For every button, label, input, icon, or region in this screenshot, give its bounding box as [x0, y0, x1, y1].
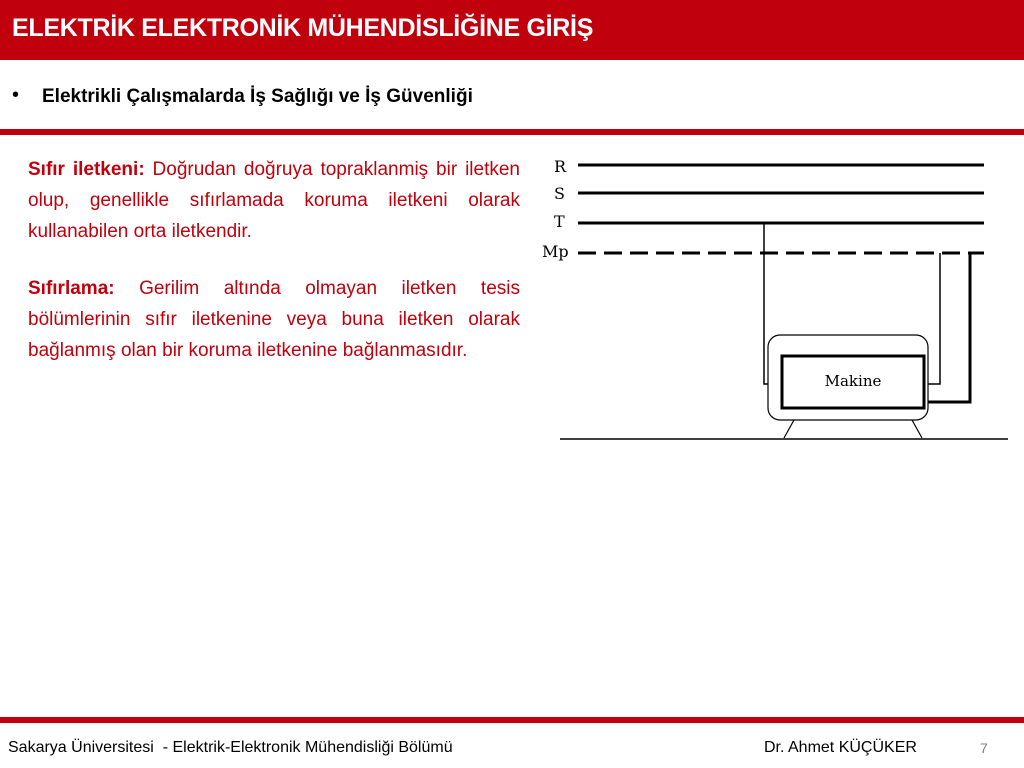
definition-neutralization [28, 273, 520, 366]
term-neutralization: Sıfırlama: [28, 278, 115, 299]
label-mp: Mp [542, 242, 569, 261]
label-r: R [554, 157, 567, 176]
slide-title: ELEKTRİK ELEKTRONİK MÜHENDİSLİĞİNE GİRİŞ [12, 14, 594, 42]
title-bar [0, 0, 1024, 60]
page-number: 7 [980, 740, 988, 756]
slide-subtitle: Elektrikli Çalışmalarda İş Sağlığı ve İş Güvenliği [42, 86, 473, 107]
definition-neutralization-text: Gerilim altında olmayan iletken tesis bölümlerinin sıfır iletkenine veya buna iletken olarak bağlanmış olan bir koruma iletkenine bağlanmasıdır. [28, 278, 520, 361]
neutralization-diagram [538, 150, 1014, 450]
bullet-icon: • [12, 84, 20, 106]
wire-mp-to-housing [924, 253, 970, 402]
machine-foot-left [784, 420, 794, 438]
machine-label: Makine [824, 372, 882, 390]
footer-institution: Sakarya Üniversitesi - Elektrik-Elektronik Mühendisliği Bölümü [8, 739, 453, 756]
term-neutral-conductor: Sıfır iletkeni: [28, 159, 145, 180]
label-s: S [554, 184, 565, 203]
definitions-text [28, 154, 520, 392]
label-t: T [554, 212, 565, 231]
bottom-divider [0, 717, 1024, 723]
footer-author: Dr. Ahmet KÜÇÜKER [764, 739, 917, 756]
top-divider [0, 129, 1024, 135]
definition-neutral-conductor-text: Doğrudan doğruya topraklanmiş bir iletken olup, genellikle sıfırlamada koruma iletkeni olarak kullanabilen orta iletkendir. [28, 159, 520, 242]
machine-foot-right [912, 420, 922, 438]
definition-neutral-conductor [28, 154, 520, 247]
